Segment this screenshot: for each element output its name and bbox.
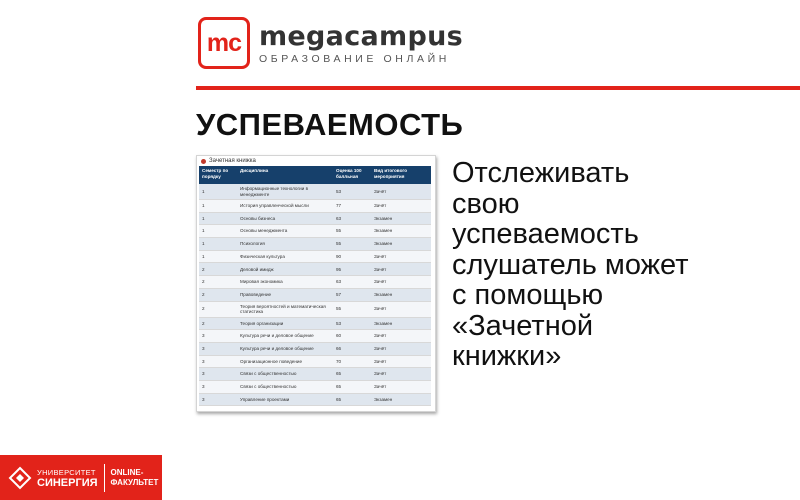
record-book-screenshot	[196, 155, 436, 412]
grades-cell: 3	[199, 393, 237, 406]
grades-cell: 3	[199, 368, 237, 381]
grades-cell: Экзамен	[371, 225, 431, 238]
grades-row	[199, 368, 431, 381]
grades-header-cell: Дисциплина	[237, 166, 333, 184]
grades-cell: Зачёт	[371, 263, 431, 276]
grades-cell: Зачёт	[371, 355, 431, 368]
grades-cell: Экзамен	[371, 288, 431, 301]
page-title: УСПЕВАЕМОСТЬ	[196, 107, 464, 142]
grades-row	[199, 225, 431, 238]
description-line: слушатель может	[452, 248, 689, 281]
grades-cell: 53	[333, 317, 371, 330]
logo-text	[259, 22, 463, 65]
grades-cell: Культура речи и деловое общение	[237, 330, 333, 343]
header-divider	[196, 86, 800, 90]
grades-cell: 2	[199, 263, 237, 276]
grades-cell: Зачёт	[371, 250, 431, 263]
footer-uni-line2: СИНЕРГИЯ	[37, 476, 98, 489]
grades-row	[199, 301, 431, 317]
logo-mark	[198, 17, 250, 69]
footer-online-line1: ONLINE-	[110, 467, 144, 477]
grades-cell: 55	[333, 301, 371, 317]
grades-cell: Деловой имидж	[237, 263, 333, 276]
grades-cell: Зачёт	[371, 342, 431, 355]
grades-cell: Управление проектами	[237, 393, 333, 406]
grades-cell: 1	[199, 250, 237, 263]
grades-header-row	[199, 166, 431, 184]
grades-row	[199, 342, 431, 355]
grades-cell: Мировая экономика	[237, 276, 333, 289]
synergy-logo-icon	[8, 466, 32, 490]
grades-cell: 1	[199, 225, 237, 238]
grades-cell: Зачёт	[371, 380, 431, 393]
grades-row	[199, 238, 431, 251]
grades-cell: 63	[333, 276, 371, 289]
description-line: свою	[452, 187, 520, 220]
grades-cell: 77	[333, 200, 371, 213]
grades-row	[199, 393, 431, 406]
grades-cell: 65	[333, 368, 371, 381]
grades-cell: Зачёт	[371, 368, 431, 381]
record-book-header	[197, 156, 435, 166]
grades-cell: 63	[333, 212, 371, 225]
grades-cell: 70	[333, 355, 371, 368]
grades-cell: Зачёт	[371, 184, 431, 200]
grades-row	[199, 212, 431, 225]
grades-row	[199, 184, 431, 200]
grades-cell: История управленческой мысли	[237, 200, 333, 213]
record-book-caption: Зачетная книжка	[209, 158, 256, 164]
grades-cell: Правоведение	[237, 288, 333, 301]
grades-row	[199, 200, 431, 213]
grades-cell: 2	[199, 317, 237, 330]
grades-cell: Связи с общественностью	[237, 380, 333, 393]
grades-cell: 2	[199, 301, 237, 317]
grades-cell: Зачёт	[371, 200, 431, 213]
grades-header-cell: Семестр по порядку	[199, 166, 237, 184]
grades-table	[199, 166, 431, 406]
grades-cell: Экзамен	[371, 393, 431, 406]
grades-row	[199, 317, 431, 330]
grades-cell: 57	[333, 288, 371, 301]
grades-header-cell: Вид итогового мероприятия	[371, 166, 431, 184]
grades-cell: 60	[333, 330, 371, 343]
grades-cell: 65	[333, 393, 371, 406]
grades-cell: 3	[199, 355, 237, 368]
grades-cell: 65	[333, 380, 371, 393]
description-text	[452, 158, 752, 372]
grades-cell: Экзамен	[371, 212, 431, 225]
grades-cell: 2	[199, 288, 237, 301]
description-line: Отслеживать	[452, 157, 630, 189]
description-line: «Зачетной	[452, 309, 594, 342]
grades-cell: Основы менеджмента	[237, 225, 333, 238]
grades-cell: 53	[333, 184, 371, 200]
grades-header-cell: Оценка 100 балльная	[333, 166, 371, 184]
grades-cell: 55	[333, 225, 371, 238]
grades-row	[199, 276, 431, 289]
grades-cell: 66	[333, 342, 371, 355]
record-book-icon	[201, 159, 206, 164]
footer-uni-line1: УНИВЕРСИТЕТ	[37, 467, 96, 477]
grades-cell: 55	[333, 238, 371, 251]
grades-body	[199, 184, 431, 406]
logo-name: megacampus	[259, 20, 463, 52]
description-line: успеваемость	[452, 218, 639, 250]
grades-cell: 1	[199, 212, 237, 225]
grades-cell: Организационное поведение	[237, 355, 333, 368]
grades-cell: Культура речи и деловое общение	[237, 342, 333, 355]
grades-cell: 3	[199, 342, 237, 355]
grades-row	[199, 330, 431, 343]
grades-row	[199, 288, 431, 301]
grades-cell: 1	[199, 184, 237, 200]
footer-university	[37, 467, 98, 489]
grades-cell: Зачёт	[371, 301, 431, 317]
grades-cell: 3	[199, 380, 237, 393]
footer-online-line2: ФАКУЛЬТЕТ	[110, 477, 159, 487]
grades-cell: 90	[333, 250, 371, 263]
grades-cell: 2	[199, 276, 237, 289]
grades-cell: Зачёт	[371, 330, 431, 343]
description-line: книжки»	[452, 340, 562, 372]
grades-cell: Связи с общественностью	[237, 368, 333, 381]
grades-row	[199, 250, 431, 263]
grades-cell: 1	[199, 238, 237, 251]
logo-mark-text: mc	[206, 28, 242, 57]
grades-cell: 3	[199, 330, 237, 343]
synergy-footer-badge	[0, 455, 162, 500]
grades-cell: 1	[199, 200, 237, 213]
grades-cell: Экзамен	[371, 238, 431, 251]
logo-tagline: ОБРАЗОВАНИЕ ОНЛАЙН	[259, 52, 450, 65]
footer-online	[111, 468, 159, 488]
grades-row	[199, 355, 431, 368]
grades-cell: 95	[333, 263, 371, 276]
grades-cell: Основы бизнеса	[237, 212, 333, 225]
grades-row	[199, 263, 431, 276]
grades-cell: Зачёт	[371, 276, 431, 289]
grades-cell: Информационные технологии в менеджменте	[237, 184, 333, 200]
footer-separator	[104, 464, 105, 492]
grades-cell: Теория вероятностей и математическая статистика	[237, 301, 333, 317]
description-line: с помощью	[452, 279, 604, 311]
grades-cell: Физическая культура	[237, 250, 333, 263]
grades-cell: Экзамен	[371, 317, 431, 330]
grades-cell: Теория организации	[237, 317, 333, 330]
grades-cell: Психология	[237, 238, 333, 251]
grades-row	[199, 380, 431, 393]
megacampus-logo	[198, 17, 463, 69]
